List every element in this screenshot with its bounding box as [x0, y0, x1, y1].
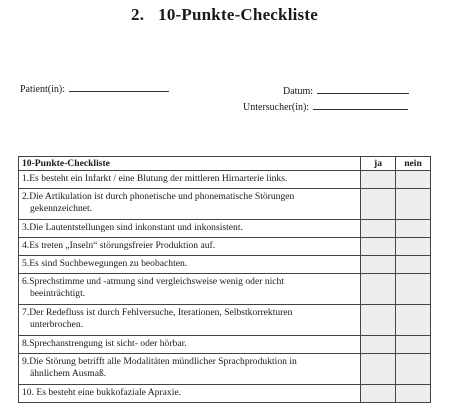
checklist-item-8 [19, 336, 431, 354]
patient-field[interactable] [20, 82, 169, 96]
checkbox-nein[interactable] [396, 305, 431, 336]
checkbox-ja[interactable] [361, 238, 396, 256]
checklist-item-5 [19, 256, 431, 274]
checklist-item-2 [19, 189, 431, 220]
item-text [19, 256, 361, 274]
datum-field[interactable] [283, 84, 409, 98]
item-text [19, 238, 361, 256]
untersucher-label: Untersucher(in): [243, 102, 310, 113]
column-header-nein: nein [396, 157, 431, 171]
item-line-1: 8.Sprechanstrengung ist sicht- oder hörbar. [22, 338, 187, 349]
untersucher-input-line[interactable] [313, 100, 408, 110]
item-line-1: 9.Die Störung betrifft alle Modalitäten mündlicher Sprachproduktion in [22, 356, 297, 367]
item-line-1: 10. Es besteht eine bukkofaziale Apraxie. [22, 387, 182, 398]
checklist-item-6 [19, 274, 431, 305]
checklist-item-4 [19, 238, 431, 256]
item-text [19, 274, 361, 305]
checkbox-ja[interactable] [361, 305, 396, 336]
untersucher-field[interactable] [243, 100, 408, 114]
item-text [19, 354, 361, 385]
checklist-header-row [19, 157, 431, 171]
page-heading [0, 5, 449, 25]
item-text [19, 305, 361, 336]
checkbox-ja[interactable] [361, 274, 396, 305]
checkbox-ja[interactable] [361, 354, 396, 385]
checkbox-nein[interactable] [396, 238, 431, 256]
checklist-item-9 [19, 354, 431, 385]
column-header-ja: ja [361, 157, 396, 171]
checkbox-nein[interactable] [396, 189, 431, 220]
item-line-1: 4.Es treten „Inseln“ störungsfreier Produktion auf. [22, 240, 216, 251]
item-line-2: gekennzeichnet. [30, 203, 93, 214]
datum-input-line[interactable] [317, 84, 409, 94]
checklist-table [18, 156, 431, 403]
item-text [19, 171, 361, 189]
checklist-item-1 [19, 171, 431, 189]
checkbox-nein[interactable] [396, 171, 431, 189]
checkbox-ja[interactable] [361, 171, 396, 189]
item-line-2: unterbrochen. [30, 319, 84, 330]
item-text [19, 189, 361, 220]
checkbox-nein[interactable] [396, 385, 431, 403]
checkbox-nein[interactable] [396, 220, 431, 238]
checklist-item-7 [19, 305, 431, 336]
checkbox-ja[interactable] [361, 256, 396, 274]
checkbox-nein[interactable] [396, 274, 431, 305]
checkbox-nein[interactable] [396, 354, 431, 385]
checklist-item-10 [19, 385, 431, 403]
checkbox-nein[interactable] [396, 336, 431, 354]
datum-label: Datum: [283, 86, 313, 97]
item-text [19, 336, 361, 354]
item-line-1: 1.Es besteht ein Infarkt / eine Blutung der mittleren Hirnarterie links. [22, 173, 288, 184]
checklist-item-3 [19, 220, 431, 238]
checkbox-ja[interactable] [361, 385, 396, 403]
checkbox-nein[interactable] [396, 256, 431, 274]
item-line-2: ähnlichem Ausmaß. [30, 368, 107, 379]
heading-title: 10-Punkte-Checkliste [158, 5, 318, 24]
checkbox-ja[interactable] [361, 189, 396, 220]
item-line-1: 5.Es sind Suchbewegungen zu beobachten. [22, 258, 188, 269]
item-line-1: 6.Sprechstimme und -atmung sind vergleichsweise wenig oder nicht [22, 276, 284, 287]
heading-number: 2. [131, 5, 145, 24]
checklist-header-title: 10-Punkte-Checkliste [19, 157, 361, 171]
item-line-1: 3.Die Lautentstellungen sind inkonstant und inkonsistent. [22, 222, 243, 233]
item-line-2: beeinträchtigt. [30, 288, 86, 299]
checkbox-ja[interactable] [361, 336, 396, 354]
item-line-1: 7.Der Redefluss ist durch Fehlversuche, Iterationen, Selbstkorrekturen [22, 307, 293, 318]
item-text [19, 385, 361, 403]
checkbox-ja[interactable] [361, 220, 396, 238]
patient-input-line[interactable] [69, 82, 169, 92]
item-text [19, 220, 361, 238]
patient-label: Patient(in): [20, 84, 65, 95]
item-line-1: 2.Die Artikulation ist durch phonetische und phonematische Störungen [22, 191, 295, 202]
